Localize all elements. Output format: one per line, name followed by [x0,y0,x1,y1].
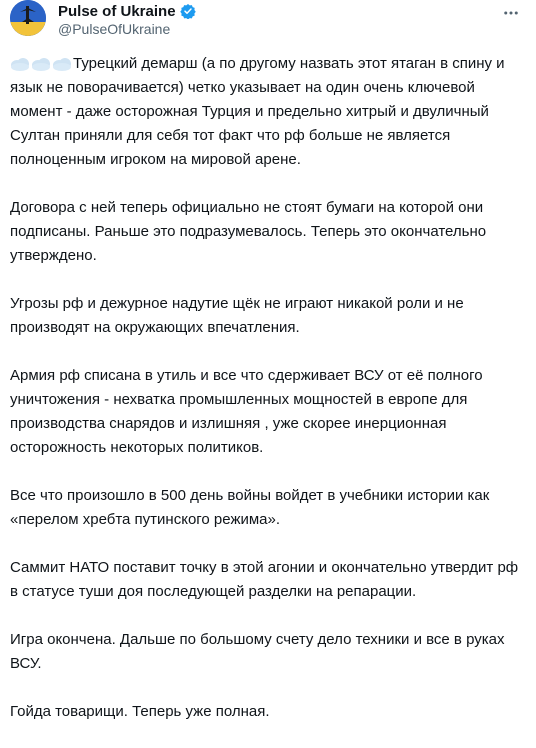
tweet-text [10,52,526,748]
cloud-emoji-icon [10,55,30,69]
tweet-paragraph: Игра окончена. Дальше по большому счету дело техники и все в руках ВСУ. [10,631,505,672]
paragraph-text: Турецкий демарш (а по другому назвать этот ятаган в спину и язык не поворачивается) четко указывает на один очень ключевой момент - даже осторожная Турция и предельно хитрый и двуличный Султан приняли для себя тот факт что рф больше не является полноценным игроком на мировой арене. [10,55,505,168]
tweet-paragraph: Угрозы рф и дежурное надутие щёк не играют никакой роли и не производят на окружающих впечатления. [10,295,464,336]
tweet-paragraph [10,52,526,172]
tweet-paragraph: Договора с ней теперь официально не стоят бумаги на которой они подписаны. Раньше это подразумевалось. Теперь это окончательно утверждено. [10,199,487,264]
display-name[interactable]: Pulse of Ukraine [58,2,176,20]
avatar[interactable] [10,0,46,36]
handle[interactable]: @PulseOfUkraine [58,21,171,37]
tweet-paragraph: Все что произошло в 500 день войны войдет в учебники истории как «перелом хребта путинского режима». [10,487,490,528]
cloud-emoji-icon [31,55,51,69]
tweet-paragraph: Гойда товарищи. Теперь уже полная. [10,703,270,720]
more-icon[interactable] [502,4,520,22]
name-row [58,1,196,21]
cloud-emoji-icon [52,55,72,69]
verified-icon [180,3,196,19]
tweet-header [0,0,536,48]
tweet-paragraph: Армия рф списана в утиль и все что сдерживает ВСУ от её полного уничтожения - нехватка промышленных мощностей в европе для производства снарядов и излишняя , уже скорее инерционная осторожность некоторых политиков. [10,367,483,456]
tweet-paragraph: Саммит НАТО поставит точку в этой агонии и окончательно утвердит рф в статусе туши доя последующей разделки на репарации. [10,559,519,600]
avatar-image [10,0,46,36]
emoji-group [10,55,73,69]
